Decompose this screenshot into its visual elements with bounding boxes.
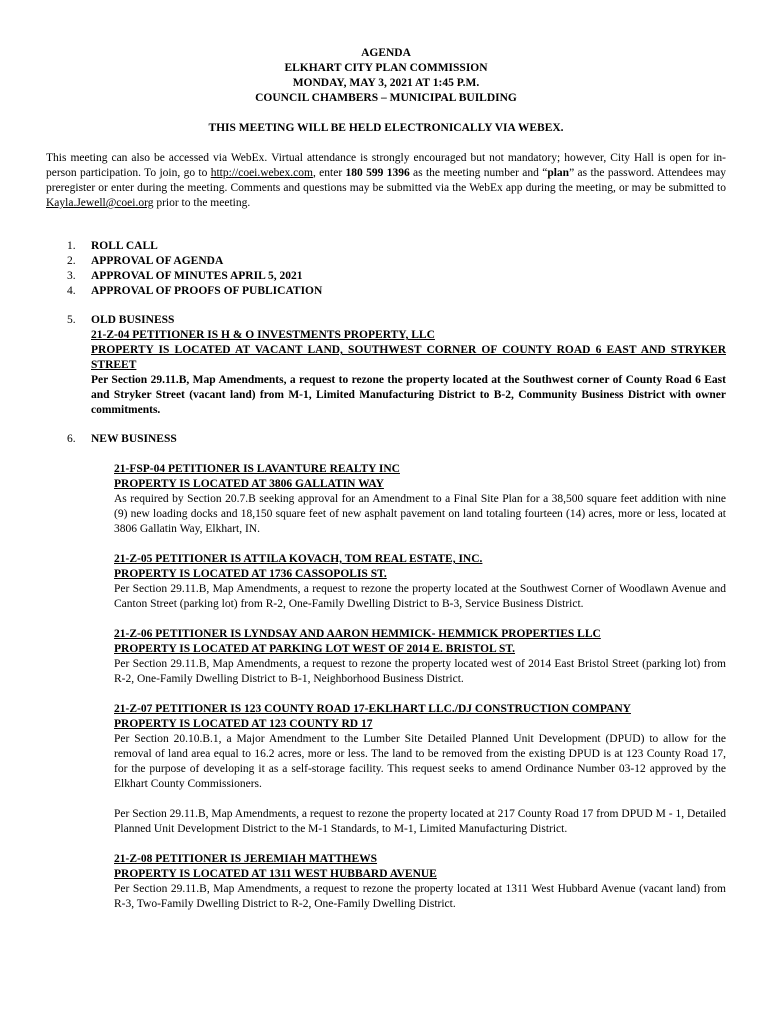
- intro-text-2: , enter: [312, 167, 346, 179]
- agenda-document: [46, 46, 726, 912]
- agenda-list: [46, 239, 726, 912]
- case-title: 21-FSP-04 PETITIONER IS LAVANTURE REALTY INC: [114, 463, 400, 475]
- case-location: PROPERTY IS LOCATED AT 3806 GALLATIN WAY: [114, 478, 384, 490]
- case-location: PROPERTY IS LOCATED AT PARKING LOT WEST OF 2014 E. BRISTOL ST.: [114, 643, 516, 655]
- case-location: PROPERTY IS LOCATED AT 1311 WEST HUBBARD AVENUE: [114, 868, 437, 880]
- new-case: [46, 702, 726, 837]
- agenda-item-number: 4.: [67, 285, 76, 297]
- case-title: 21-Z-07 PETITIONER IS 123 COUNTY ROAD 17-EKLHART LLC./DJ CONSTRUCTION COMPANY: [114, 703, 631, 715]
- new-case: [46, 552, 726, 612]
- intro-text-1: This meeting can also be accessed via WebEx. Virtual attendance is strongly encouraged but not mandatory; however, City Hall is open for in-person participation. To join, go to: [46, 152, 726, 179]
- agenda-item: [46, 254, 726, 269]
- agenda-item-label: APPROVAL OF MINUTES APRIL 5, 2021: [91, 270, 303, 282]
- new-case: [46, 462, 726, 537]
- case-location: PROPERTY IS LOCATED AT 123 COUNTY RD 17: [114, 718, 373, 730]
- agenda-item-number: 1.: [67, 240, 76, 252]
- case-description: Per Section 29.11.B, Map Amendments, a request to rezone the property located at the Southwest Corner of Woodlawn Avenue and Canton Street (parking lot) from R-2, One-Family Dwelling District to B-3, Service Business District.: [114, 583, 726, 610]
- old-business-section: [46, 313, 726, 418]
- agenda-header: [46, 46, 726, 106]
- meeting-password: plan: [547, 167, 570, 179]
- header-commission: ELKHART CITY PLAN COMMISSION: [284, 62, 488, 74]
- agenda-item-number: 3.: [67, 270, 76, 282]
- old-case-description: Per Section 29.11.B, Map Amendments, a request to rezone the property located at the Southwest corner of County Road 6 East and Stryker Street (vacant land) from M-1, Limited Manufacturing District to B-2, Community Business District with owner commitments.: [91, 374, 726, 416]
- case-description: Per Section 20.10.B.1, a Major Amendment to the Lumber Site Detailed Planned Unit Development (DPUD) to allow for the removal of land area equal to 16.2 acres, more or less. The land to be removed from the existing DPUD is at 123 County Road 17, for the purpose of developing it as a self-storage facility. This request seeks to amend Ordinance Number 03-12 approved by the Elkhart County Commissioners.: [114, 733, 726, 790]
- intro-text-4: ” as the password. Attendees may preregister or enter during the meeting. Comments and questions may be submitted via the WebEx app during the meeting, or may be submitted to: [46, 167, 727, 194]
- case-title: 21-Z-05 PETITIONER IS ATTILA KOVACH, TOM REAL ESTATE, INC.: [114, 553, 483, 565]
- new-business-section: [46, 432, 726, 447]
- old-case-title: 21-Z-04 PETITIONER IS H & O INVESTMENTS PROPERTY, LLC: [91, 329, 435, 341]
- new-case: [46, 852, 726, 912]
- header-date: MONDAY, MAY 3, 2021 AT 1:45 P.M.: [292, 77, 480, 89]
- intro-text-5: prior to the meeting.: [153, 197, 251, 209]
- old-business-label: OLD BUSINESS: [91, 314, 175, 326]
- agenda-item: [46, 284, 726, 299]
- case-description: Per Section 29.11.B, Map Amendments, a request to rezone the property located at 1311 West Hubbard Avenue (vacant land) from R-3, Two-Family Dwelling District to R-2, One-Family Dwelling District.: [114, 883, 726, 910]
- email-link[interactable]: Kayla.Jewell@coei.org: [46, 197, 154, 209]
- agenda-item-number: 2.: [67, 255, 76, 267]
- case-description-secondary: Per Section 29.11.B, Map Amendments, a request to rezone the property located at 217 County Road 17 from DPUD M - 1, Detailed Planned Unit Development District to the M-1 Standards, to M-1, Limited Manufacturing District.: [114, 808, 726, 835]
- intro-text-3: as the meeting number and “: [409, 167, 548, 179]
- agenda-item-label: APPROVAL OF AGENDA: [91, 255, 224, 267]
- case-location: PROPERTY IS LOCATED AT 1736 CASSOPOLIS ST.: [114, 568, 387, 580]
- electronic-meeting-notice: THIS MEETING WILL BE HELD ELECTRONICALLY VIA WEBEX.: [208, 122, 564, 134]
- new-business-label: NEW BUSINESS: [91, 433, 177, 445]
- header-location: COUNCIL CHAMBERS – MUNICIPAL BUILDING: [255, 92, 517, 104]
- webex-link[interactable]: http://coei.webex.com: [210, 167, 313, 179]
- header-title: AGENDA: [361, 47, 411, 59]
- agenda-item-label: APPROVAL OF PROOFS OF PUBLICATION: [91, 285, 323, 297]
- case-description: As required by Section 20.7.B seeking approval for an Amendment to a Final Site Plan for a 38,500 square feet addition with nine (9) new loading docks and 18,150 square feet of new asphalt pavement on land totaling fourteen (14) acres, more or less, located at 3806 Gallatin Way, Elkhart, IN.: [114, 493, 726, 535]
- case-description: Per Section 29.11.B, Map Amendments, a request to rezone the property located west of 2014 East Bristol Street (parking lot) from R-2, One-Family Dwelling District to B-1, Neighborhood Business District.: [114, 658, 726, 685]
- intro-paragraph: [46, 151, 726, 211]
- agenda-item-number: 6.: [67, 433, 76, 445]
- case-title: 21-Z-08 PETITIONER IS JEREMIAH MATTHEWS: [114, 853, 378, 865]
- case-title: 21-Z-06 PETITIONER IS LYNDSAY AND AARON HEMMICK- HEMMICK PROPERTIES LLC: [114, 628, 601, 640]
- agenda-item: [46, 239, 726, 254]
- meeting-number: 180 599 1396: [345, 167, 410, 179]
- new-case: [46, 627, 726, 687]
- agenda-item: [46, 269, 726, 284]
- old-case-location: PROPERTY IS LOCATED AT VACANT LAND, SOUTHWEST CORNER OF COUNTY ROAD 6 EAST AND STRYKER STREET: [91, 344, 726, 371]
- agenda-item-label: ROLL CALL: [91, 240, 158, 252]
- agenda-item-number: 5.: [67, 314, 76, 326]
